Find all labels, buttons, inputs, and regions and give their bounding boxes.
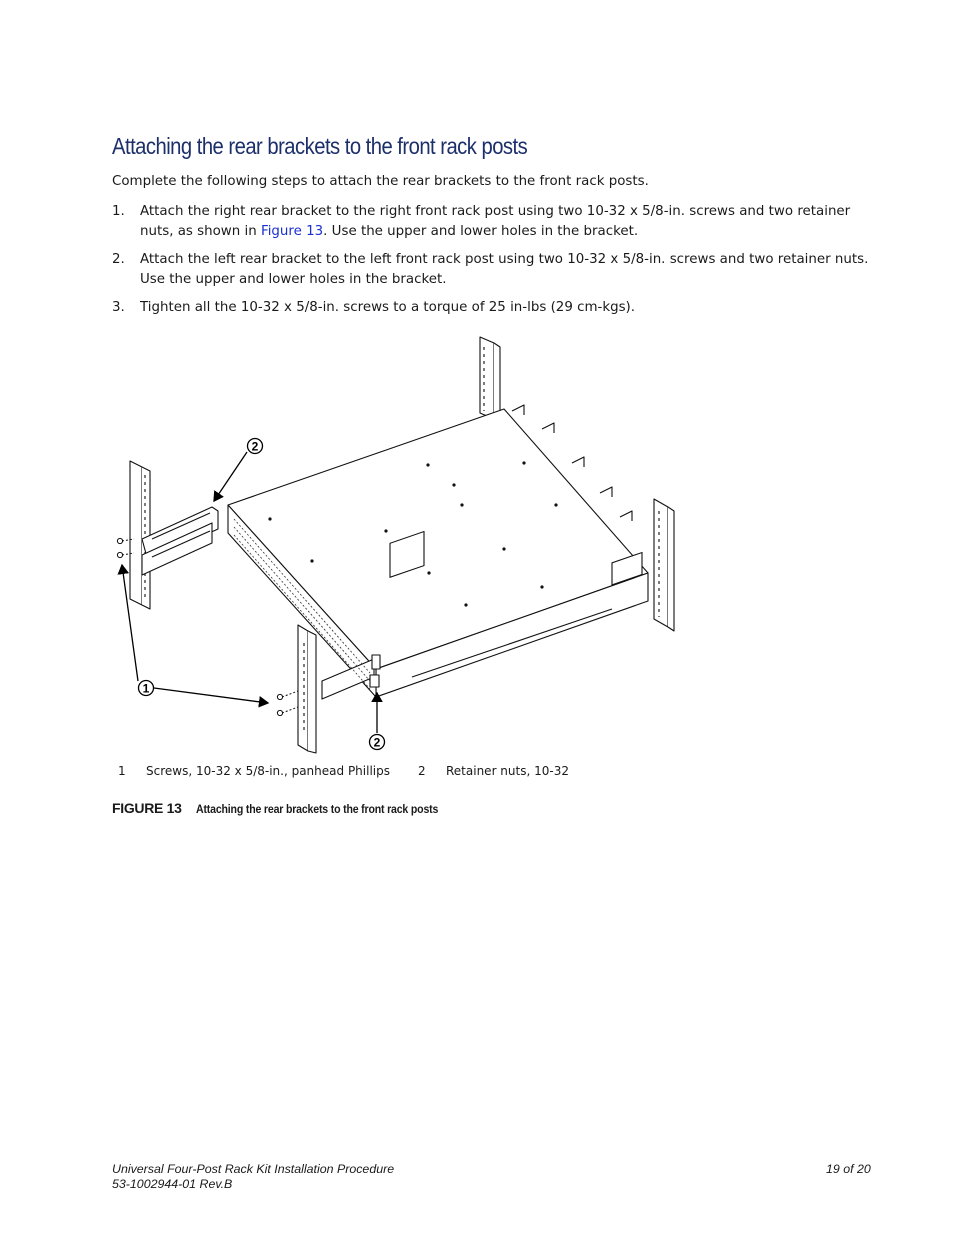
rack-mount-illustration — [112, 333, 677, 755]
step-text-after: . Use the upper and lower holes in the bracket. — [323, 224, 639, 239]
step-item — [112, 250, 872, 290]
footer-doc-number: 53-1002944-01 Rev.B — [112, 1177, 233, 1191]
rack-post-icon — [298, 625, 316, 753]
rear-bracket — [142, 507, 218, 575]
figure-caption — [112, 800, 439, 818]
callout-badge — [139, 681, 154, 696]
step-text: Tighten all the 10-32 x 5/8-in. screws to a torque of 25 in-lbs (29 cm-kgs). — [140, 300, 636, 315]
footer-page-number: 19 of 20 — [826, 1162, 871, 1176]
rack-post-icon — [130, 461, 150, 609]
step-text: Attach the left rear bracket to the left front rack post using two 10-32 x 5/8-in. screws and two retainer nuts. Use the upper and lower holes in the bracket. — [140, 252, 869, 287]
rack-post-icon — [480, 337, 500, 423]
callout-number: 2 — [251, 439, 259, 454]
step-item — [112, 298, 872, 318]
footer-doc-title: Universal Four-Post Rack Kit Installation Procedure — [112, 1162, 395, 1176]
step-text-before: Attach the right rear bracket to the right front rack post using two 10-32 x 5/8-in. screws and two retainer nuts, as shown in — [140, 204, 851, 239]
legend-number: 1 — [118, 764, 126, 778]
step-item — [112, 202, 872, 242]
legend-text: Screws, 10-32 x 5/8-in., panhead Phillips — [146, 764, 390, 778]
procedure-steps — [112, 202, 872, 326]
legend-text: Retainer nuts, 10-32 — [446, 764, 569, 778]
step-number: 1. — [112, 204, 125, 219]
legend-number: 2 — [418, 764, 426, 778]
section-heading: Attaching the rear brackets to the front rack posts — [112, 133, 528, 159]
switch-top-panel — [228, 409, 648, 669]
figure-title: Attaching the rear brackets to the front rack posts — [196, 802, 439, 816]
intro-paragraph: Complete the following steps to attach the rear brackets to the front rack posts. — [112, 174, 649, 189]
step-number: 3. — [112, 300, 125, 315]
callout-badge — [370, 735, 385, 750]
step-number: 2. — [112, 252, 125, 267]
callout-badge — [248, 439, 263, 454]
callout-number: 1 — [142, 681, 150, 696]
rack-post-icon — [654, 499, 674, 631]
figure-label: FIGURE 13 — [112, 800, 182, 816]
callout-number: 2 — [373, 735, 381, 750]
figure-13-link[interactable]: Figure 13 — [260, 224, 324, 239]
